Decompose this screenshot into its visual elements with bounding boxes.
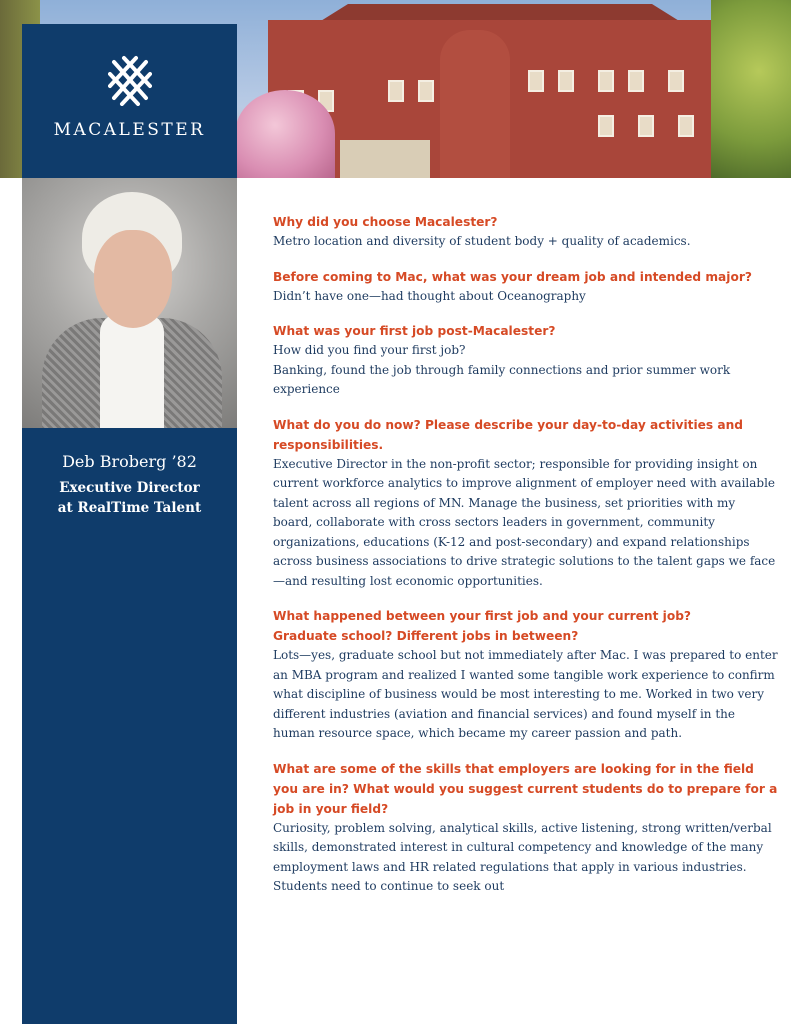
answer: How did you find your first job? bbox=[273, 343, 466, 357]
qa-block bbox=[273, 267, 778, 307]
logo-wordmark: MACALESTER bbox=[53, 120, 206, 140]
building-window bbox=[528, 70, 544, 92]
logo-panel bbox=[22, 24, 237, 178]
building-window bbox=[598, 70, 614, 92]
answer: Metro location and diversity of student body + quality of academics. bbox=[273, 234, 691, 248]
question: Before coming to Mac, what was your dream job and intended major? bbox=[273, 269, 752, 284]
tree-foliage-right bbox=[711, 0, 791, 178]
macalester-logo-icon bbox=[108, 54, 152, 106]
building-window bbox=[638, 115, 654, 137]
building-window bbox=[598, 115, 614, 137]
profile-portrait bbox=[22, 178, 237, 428]
building-window bbox=[678, 115, 694, 137]
question: What was your first job post-Macalester? bbox=[273, 324, 556, 338]
question: Why did you choose Macalester? bbox=[273, 215, 498, 229]
building-window bbox=[388, 80, 404, 102]
building-window bbox=[628, 70, 644, 92]
answer: Didn’t have one—had thought about Oceanography bbox=[273, 288, 586, 303]
qa-block bbox=[273, 606, 778, 744]
interview-content bbox=[273, 212, 778, 912]
profile-title-line: Executive Director bbox=[59, 480, 200, 496]
question: What do you do now? Please describe your day-to-day activities and responsibilities. bbox=[273, 417, 744, 452]
building-tower bbox=[440, 30, 510, 178]
profile-title-line: at RealTime Talent bbox=[57, 500, 202, 516]
profile-sidebar bbox=[22, 428, 237, 1024]
qa-block bbox=[273, 415, 778, 592]
question: What happened between your first job and your current job? bbox=[273, 609, 691, 623]
qa-block bbox=[273, 321, 778, 400]
answer: Executive Director in the non-profit sector; responsible for providing insight on current workforce analytics to improve alignment of employer need with available talent across all regions of MN. Manage the business, set priorities with my board, collaborate with cross sectors leaders in government, community organizations, educations (K-12 and post-secondary) and expand relationships across business associations to drive strategic solutions to the talent gaps we face—and resulting lost economic opportunities. bbox=[273, 456, 776, 588]
qa-block bbox=[273, 212, 778, 252]
profile-name: Deb Broberg ’82 bbox=[62, 452, 197, 471]
portrait-face bbox=[94, 230, 172, 328]
building-window bbox=[418, 80, 434, 102]
portrait-turtleneck bbox=[100, 314, 164, 428]
question: Graduate school? Different jobs in between? bbox=[273, 629, 579, 643]
building-porch bbox=[340, 140, 430, 178]
question: What are some of the skills that employers are looking for in the field you are in? What would you suggest current students do to prepare for a job in your field? bbox=[273, 761, 778, 816]
qa-block bbox=[273, 759, 778, 897]
building-window bbox=[558, 70, 574, 92]
profile-title bbox=[22, 478, 237, 518]
flowering-tree bbox=[235, 90, 335, 178]
building-window bbox=[668, 70, 684, 92]
answer: Banking, found the job through family connections and prior summer work experience bbox=[273, 362, 731, 396]
answer: Curiosity, problem solving, analytical skills, active listening, strong written/verbal skills, demonstrated interest in cultural competency and knowledge of the many employment laws and HR related regulations that apply in various industries. Students need to continue to seek out bbox=[273, 820, 772, 893]
answer: Lots—yes, graduate school but not immediately after Mac. I was prepared to enter an MBA program and realized I wanted some tangible work experience to confirm what discipline of business would be most interesting to me. Worked in two very different industries (aviation and financial services) and found myself in the human resource space, which became my career passion and path. bbox=[273, 648, 778, 740]
